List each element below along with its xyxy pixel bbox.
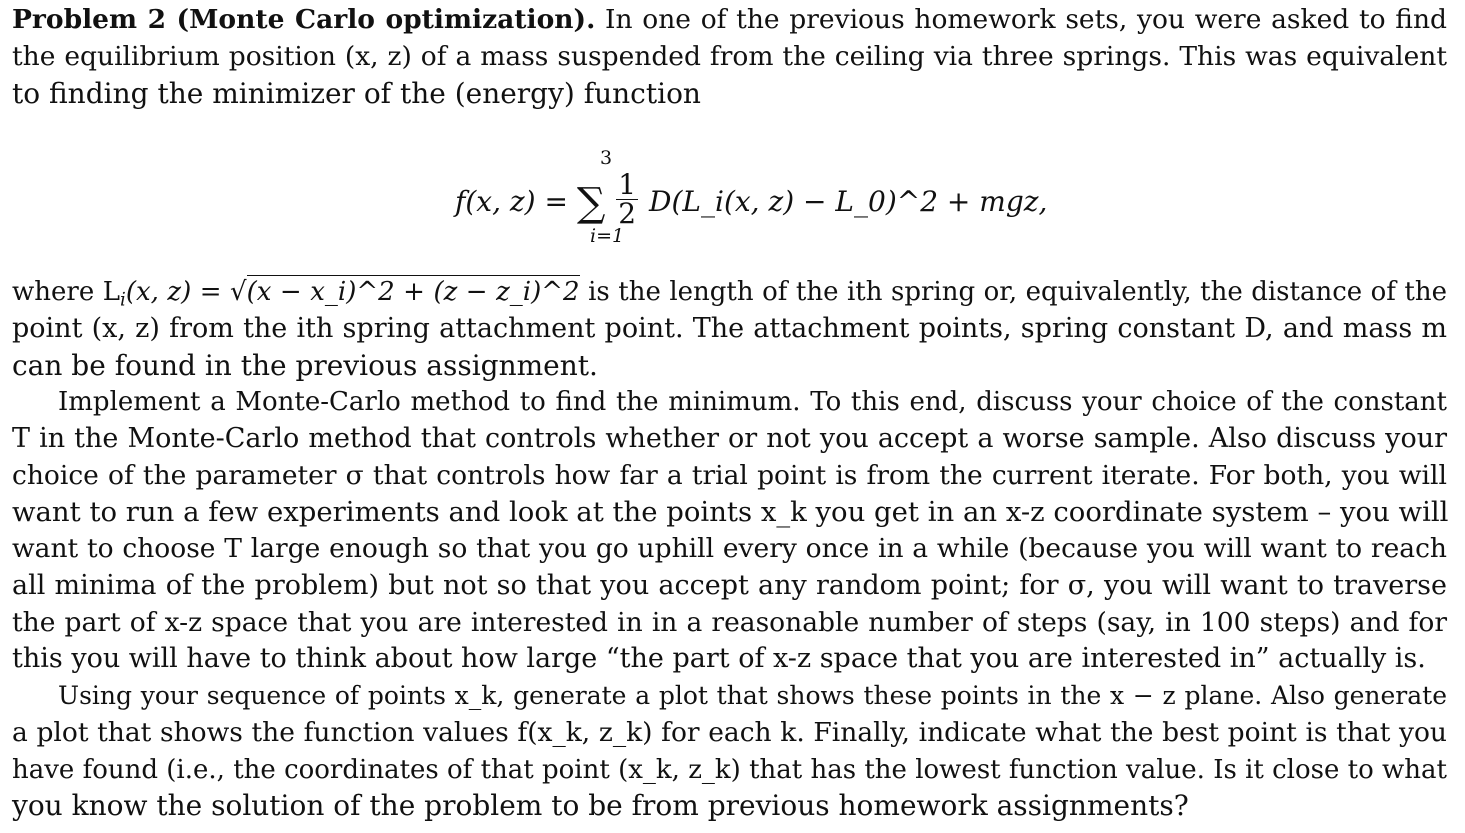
sum-upper-limit: 3 (600, 147, 613, 169)
para4-line3: have found (i.e., the coordinates of that point (x_k, z_k) that has the lowest function value. Is it close to what (12, 755, 1447, 785)
para1-line1 (12, 2, 1447, 39)
fraction-denominator: 2 (618, 197, 637, 230)
sum-lower-limit: i=1 (590, 225, 625, 247)
equation-lhs: f(x, z) = (455, 185, 568, 218)
para3-line3: choice of the parameter σ that controls how far a trial point is from the current iterate. For both, you will (12, 460, 1447, 491)
para3-line8: this you will have to think about how large “the part of x-z space that you are interested in” actually is. (12, 643, 1426, 674)
para1-line1-text: In one of the previous homework sets, you were asked to find (605, 4, 1447, 35)
para2-line1-pre: where L (12, 277, 120, 307)
para4-line4: you know the solution of the problem to be from previous homework assignments? (12, 789, 1189, 822)
para2-line3: can be found in the previous assignment. (12, 349, 598, 382)
para4-line1: Using your sequence of points x_k, generate a plot that shows these points in the x − z plane. Also generate (58, 681, 1447, 710)
para2-line1-mid: (x, z) = (125, 277, 222, 307)
energy-equation (0, 140, 1465, 250)
para3-line2: T in the Monte-Carlo method that controls whether or not you accept a worse sample. Also discuss your (12, 423, 1447, 454)
para2-line1-sub: i (119, 289, 126, 311)
problem-heading: Problem 2 (Monte Carlo optimization). (12, 4, 596, 35)
para3-line6: all minima of the problem) but not so that you accept any random point; for σ, you will want to traverse (12, 570, 1447, 601)
para4-line2: a plot that shows the function values f(x_k, z_k) for each k. Finally, indicate what the best point is that you (12, 717, 1447, 748)
para1-line3: to finding the minimizer of the (energy) function (12, 77, 701, 110)
para3-line1: Implement a Monte-Carlo method to find the minimum. To this end, discuss your choice of the constant (58, 387, 1447, 417)
equation-body (455, 168, 1048, 232)
para1-line2: the equilibrium position (x, z) of a mass suspended from the ceiling via three springs. This was equivalent (12, 41, 1447, 72)
para3-line4: want to run a few experiments and look at the points x_k you get in an x-z coordinate system – you will (12, 496, 1449, 528)
equation-rhs: D(L_i(x, z) − L_0)^2 + mgz, (649, 185, 1048, 218)
sqrt-expression: (x − x_i)^2 + (z − z_i)^2 (246, 277, 580, 307)
para2-line2: point (x, z) from the ith spring attachment point. The attachment points, spring constant D, and mass m (12, 313, 1447, 344)
para2-line1-post: is the length of the ith spring or, equivalently, the distance of the (588, 277, 1448, 307)
sigma-symbol: ∑ (576, 180, 606, 227)
para3-line7: the part of x-z space that you are interested in in a reasonable number of steps (say, in 100 steps) and for (12, 607, 1447, 638)
half-fraction (616, 168, 638, 230)
para3-line5: want to choose T large enough so that you go uphill every once in a while (because you will want to reach (12, 533, 1447, 564)
para2-line1: where $L_i(x$, z) = √(x − x_i)^2 + (z − z_i)^2 is the length of the ith spring or, equivalently, the distance of the (12, 277, 1448, 311)
fraction-numerator: 1 (618, 168, 637, 201)
